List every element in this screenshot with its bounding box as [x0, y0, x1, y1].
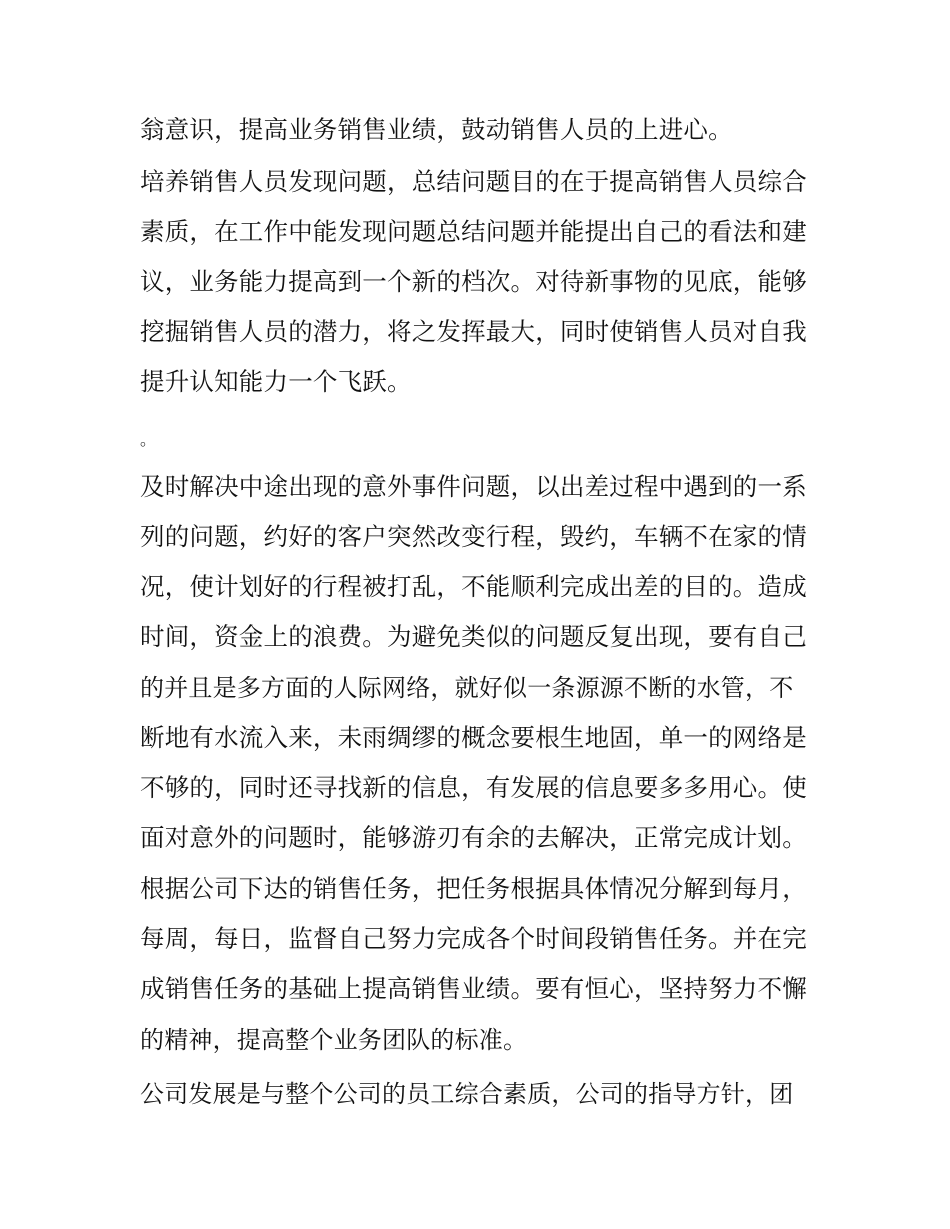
- text-line-8: 及时解决中途出现的意外事件问题，以出差过程中遇到的一系: [140, 472, 807, 501]
- text-line-7: 。: [140, 430, 157, 449]
- text-line-17: 每周，每日，监督自己努力完成各个时间段销售任务。并在完: [140, 924, 807, 953]
- text-line-10: 况，使计划好的行程被打乱，不能顺利完成出差的目的。造成: [140, 572, 807, 601]
- text-line-3: 素质，在工作中能发现问题总结问题并能提出自己的看法和建: [140, 217, 807, 246]
- text-line-5: 挖掘销售人员的潜力，将之发挥最大，同时使销售人员对自我: [140, 317, 807, 346]
- text-line-15: 面对意外的问题时，能够游刃有余的去解决，正常完成计划。: [140, 823, 807, 852]
- text-line-6: 提升认知能力一个飞跃。: [140, 367, 412, 396]
- text-line-1: 翁意识，提高业务销售业绩，鼓动销售人员的上进心。: [140, 115, 733, 144]
- text-line-12: 的并且是多方面的人际网络，就好似一条源源不断的水管，不: [140, 674, 794, 702]
- text-line-13: 断地有水流入来，未雨绸缪的概念要根生地固，单一的网络是: [140, 723, 807, 752]
- text-line-18: 成销售任务的基础上提高销售业绩。要有恒心，坚持努力不懈: [140, 974, 807, 1003]
- text-line-4: 议，业务能力提高到一个新的档次。对待新事物的见底，能够: [140, 267, 807, 296]
- text-line-14: 不够的，同时还寻找新的信息，有发展的信息要多多用心。使: [140, 773, 807, 802]
- text-line-11: 时间，资金上的浪费。为避免类似的问题反复出现，要有自己: [140, 622, 807, 651]
- text-line-20: 公司发展是与整个公司的员工综合素质，公司的指导方针，团: [140, 1080, 794, 1108]
- text-line-19: 的精神，提高整个业务团队的标准。: [140, 1026, 528, 1054]
- text-line-16: 根据公司下达的销售任务，把任务根据具体情况分解到每月，: [140, 874, 807, 903]
- text-line-9: 列的问题，约好的客户突然改变行程，毁约，车辆不在家的情: [140, 522, 807, 551]
- text-line-2: 培养销售人员发现问题，总结问题目的在于提高销售人员综合: [140, 167, 807, 196]
